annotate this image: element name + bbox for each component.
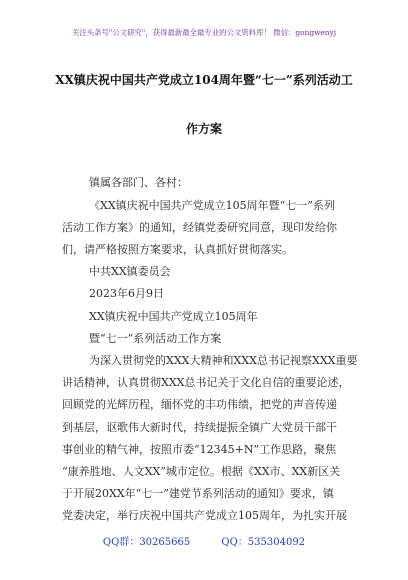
notice-line-1: 《XX镇庆祝中国共产党成立105周年暨“七一”系列 <box>89 199 335 212</box>
document-title-line-1: XX镇庆祝中国共产党成立104周年暨“七一”系列活动工 <box>55 73 353 87</box>
sub-title-line-1: XX镇庆祝中国共产党成立105周年 <box>89 310 258 323</box>
issue-date: 2023年6月9日 <box>89 287 164 300</box>
footer-qq-group: QQ群：30265665 <box>102 537 191 548</box>
paragraph-line-4: 到基层，讴歌伟大新时代，持续提振全镇广大党员干部干 <box>62 421 337 434</box>
paragraph-line-5: 事创业的精气神，按照市委“12345+N”工作思路，聚焦 <box>62 443 337 456</box>
paragraph-line-3: 回顾党的光辉历程，缅怀党的丰功伟绩，把党的声音传递 <box>62 398 337 411</box>
paragraph-line-1: 为深入贯彻党的XXX大精神和XXX总书记视察XXX重要 <box>89 354 358 367</box>
paragraph-line-6: “康养胜地、人文XX”城市定位。根据《XX市、XX新区关 <box>62 465 341 478</box>
paragraph-line-7: 于开展20XX年“七一”建党节系列活动的通知》要求，镇 <box>62 487 334 500</box>
document-title-line-2: 作方案 <box>185 122 222 136</box>
notice-line-3: 们，请严格按照方案要求，认真抓好贯彻落实。 <box>62 243 293 256</box>
paragraph-line-2: 讲话精神，认真贯彻XXX总书记关于文化自信的重要论述， <box>62 376 350 389</box>
footer-contacts <box>0 533 408 548</box>
salutation: 镇属各部门、各村： <box>89 176 188 189</box>
sub-title-line-2: 暨“七一”系列活动工作方案 <box>89 332 222 345</box>
issuer: 中共XX镇委员会 <box>89 265 171 278</box>
paragraph-line-8: 党委决定，举行庆祝中国共产党成立105周年，为扎实开展 <box>62 509 347 522</box>
notice-line-2: 活动工作方案》的通知，经镇党委研究同意，现印发给你 <box>62 221 337 234</box>
header-note: 关注头条号"公文研究"，获得最新最全最专业的公文资料库！ 微信：gongwenyj <box>71 28 337 37</box>
footer-qq: QQ：535304092 <box>221 537 306 548</box>
